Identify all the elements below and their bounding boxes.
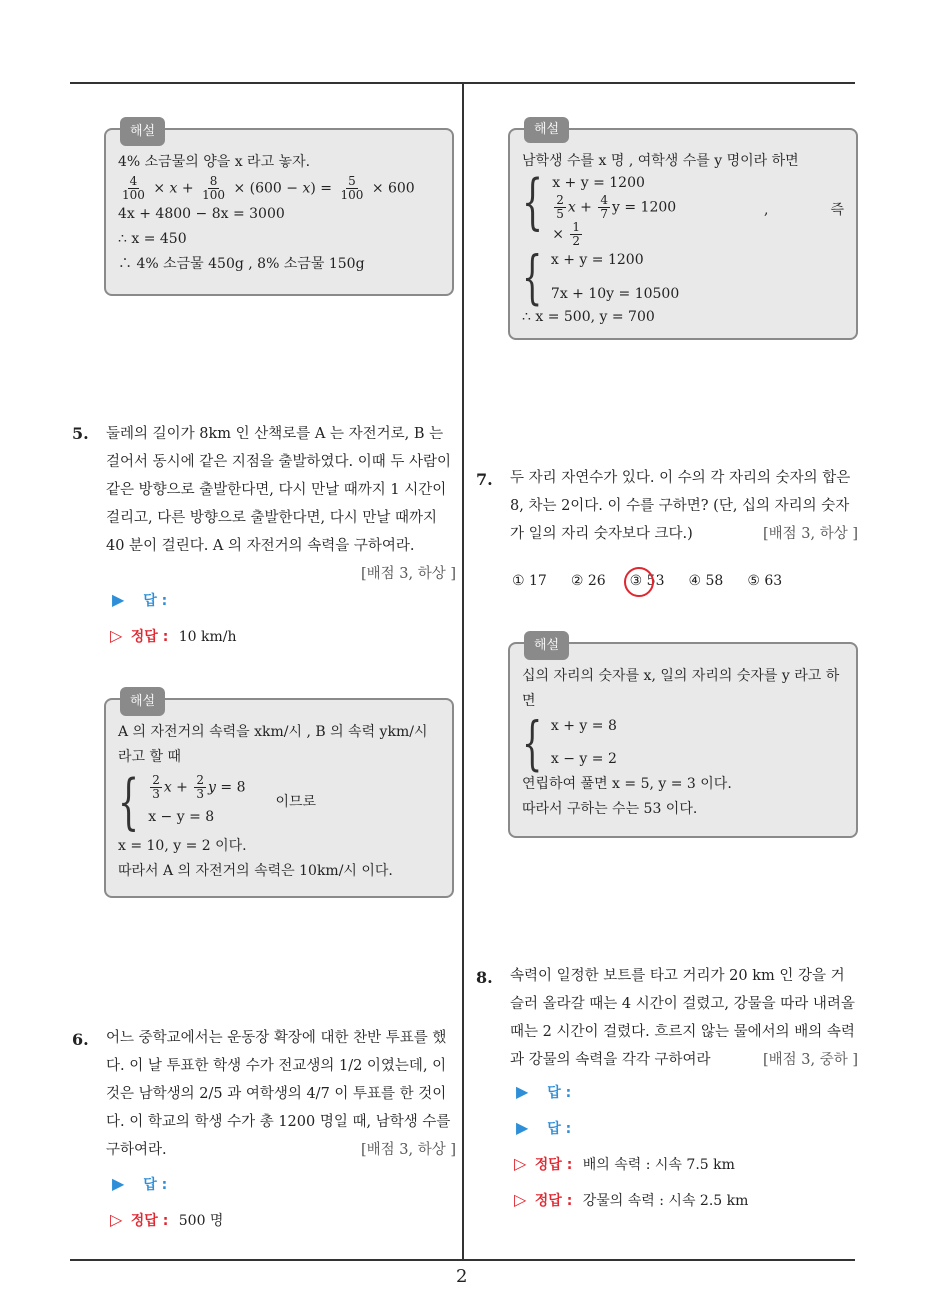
correct-label: 정답 :: [534, 1193, 573, 1209]
question-text: [510, 464, 858, 548]
answer-row: [112, 1174, 167, 1194]
brace-icon: {: [522, 709, 543, 777]
equation: x − y = 8: [148, 809, 215, 825]
equation-lines: [551, 714, 617, 772]
equation: x + y = 1200: [550, 252, 644, 268]
solution-tag: 해설: [524, 117, 569, 143]
triangle-outline-icon: ▷: [514, 1190, 527, 1209]
question-text: [510, 962, 858, 1074]
correct-answer-row: [514, 1154, 735, 1174]
correct-answer: 10 km/h: [178, 629, 237, 645]
equation-system: [522, 243, 844, 311]
question-body: 둘레의 길이가 8km 인 산책로를 A 는 자전거로, B 는 걸어서 동시에 같은 지점을 출발하였다. 이때 두 사람이 같은 방향으로 출발한다면, 다시 만날 때까지 1 시간이 걸리고, 다른 방향으로 출발한다면, 다시 만날 때까지 40 분이 걸린다. A 의 자전거의 속력을 구하여라.: [106, 426, 452, 554]
equation-system: [118, 767, 440, 837]
solution-line: x = 10, y = 2 이다.: [118, 838, 247, 854]
solution-box-q6: [508, 122, 858, 340]
answer-label: 답 :: [143, 1177, 168, 1193]
question-points: [배점 3, 하상 ]: [360, 566, 456, 582]
solution-tag: 해설: [524, 631, 569, 660]
answer-label: 답 :: [143, 593, 168, 609]
solution-line: ∴ x = 500, y = 700: [522, 309, 655, 325]
solution-box-q5: [104, 694, 454, 898]
solution-line: 따라서 구하는 수는 53 이다.: [522, 801, 698, 817]
solution-line: 4% 소금물의 양을 x 라고 놓자.: [118, 154, 311, 170]
question-points: [배점 3, 하상 ]: [360, 1142, 456, 1158]
solution-line: 십의 자리의 숫자를 x, 일의 자리의 숫자를 y 라고 하면: [522, 668, 840, 709]
correct-label: 정답 :: [130, 1213, 169, 1229]
triangle-outline-icon: ▷: [110, 626, 123, 645]
solution-tag: 해설: [120, 687, 165, 716]
choice-option[interactable]: ③ 53: [630, 573, 665, 589]
question-text: [106, 1024, 456, 1164]
answer-row: [112, 590, 167, 610]
choice-option[interactable]: ① 17: [512, 573, 547, 589]
solution-line: 연립하여 풀면 x = 5, y = 3 이다.: [522, 776, 732, 792]
equation-lines: [552, 172, 684, 248]
choice-list: [512, 573, 782, 589]
choice-option[interactable]: ⑤ 63: [747, 573, 783, 589]
correct-answer-row: [110, 1210, 223, 1230]
correct-answer: 강물의 속력 : 시속 2.5 km: [582, 1193, 749, 1209]
equation-lines: [148, 772, 245, 832]
equation: x − y = 2: [550, 751, 617, 767]
triangle-outline-icon: ▷: [110, 1210, 123, 1229]
correct-answer-row: [110, 626, 237, 646]
solution-tag: 해설: [120, 117, 165, 146]
play-arrow-icon: ▶: [516, 1082, 529, 1101]
equation-lines: [551, 248, 679, 306]
solution-line: A 의 자전거의 속력을 xkm/시 , B 의 속력 ykm/시 라고 할 때: [118, 724, 428, 765]
solution-box-q7: [508, 638, 858, 838]
equation: $\frac{2}{3}$ x + $\frac{2}{3}$ y = 8: [152, 773, 246, 801]
correct-answer: 500 명: [178, 1213, 224, 1229]
answer-label: 답 :: [547, 1085, 572, 1101]
answer-row: [516, 1082, 571, 1102]
therefore-word: 즉: [830, 202, 844, 218]
play-arrow-icon: ▶: [516, 1118, 529, 1137]
question-points: [배점 3, 중하 ]: [762, 1052, 858, 1068]
solution-line: 4x + 4800 − 8x = 3000: [118, 206, 285, 222]
solution-line: 따라서 A 의 자전거의 속력은 10km/시 이다.: [118, 863, 393, 879]
fraction: $\frac{5}{100}$: [340, 174, 364, 202]
equation-system: [522, 167, 844, 248]
question-number: 8.: [476, 968, 493, 987]
brace-icon: {: [118, 767, 140, 837]
correct-label: 정답 :: [130, 629, 169, 645]
question-points: [배점 3, 하상 ]: [762, 526, 858, 542]
question-body: 어느 중학교에서는 운동장 확장에 대한 찬반 투표를 했다. 이 날 투표한 학생 수가 전교생의 1/2 이였는데, 이것은 남학생의 2/5 과 여학생의 4/7 이 투표를 한 것이다. 이 학교의 학생 수가 총 1200 명일 때, 남학생 수를 구하여라.: [106, 1030, 451, 1158]
column-divider: [462, 82, 464, 1260]
solution-line: 남학생 수를 x 명 , 여학생 수를 y 명이라 하면: [522, 153, 799, 169]
play-arrow-icon: ▶: [112, 1174, 125, 1193]
brace-icon: {: [522, 243, 543, 311]
page-number: 2: [456, 1266, 468, 1287]
choice-option[interactable]: ④ 58: [688, 573, 724, 589]
answer-row: [516, 1118, 571, 1138]
fraction: $\frac{4}{100}$: [122, 174, 145, 202]
equation-tail: × 600: [371, 180, 415, 197]
equation-tail: y = 1200 ×: [552, 199, 677, 243]
equation: 7x + 10y = 10500: [550, 286, 680, 302]
correct-label: 정답 :: [534, 1157, 573, 1173]
question-number: 7.: [476, 470, 493, 489]
equation: x + y = 8: [550, 718, 617, 734]
triangle-outline-icon: ▷: [514, 1154, 527, 1173]
choice-option[interactable]: ② 26: [570, 573, 606, 589]
equation-note: 이므로: [275, 793, 317, 810]
answer-label: 답 :: [547, 1121, 572, 1137]
equation-system: [522, 709, 844, 777]
question-body: 두 자리 자연수가 있다. 이 수의 각 자리의 숫자의 합은 8, 차는 2이다. 이 수를 구하면? (단, 십의 자리의 숫자가 일의 자리 숫자보다 크다.): [510, 470, 851, 542]
question-number: 5.: [72, 424, 89, 443]
question-text: [106, 420, 456, 588]
equation: $\frac{2}{5}$ x + $\frac{4}{7}$ y = 1200 × $\frac{1}{2}$: [552, 193, 677, 248]
solution-line: ∴ x = 450: [118, 231, 187, 247]
solution-box-q4: [104, 124, 454, 296]
question-body: 속력이 일정한 보트를 타고 거리가 20 km 인 강을 거슬러 올라갈 때는 4 시간이 걸렸고, 강물을 따라 내려올 때는 2 시간이 걸렸다. 흐르지 않는 물에서의 배의 속력과 강물의 속력을 각각 구하여라: [510, 968, 855, 1068]
correct-answer: 배의 속력 : 시속 7.5 km: [582, 1157, 735, 1173]
bottom-rule: [70, 1259, 855, 1261]
equation: x + y = 1200: [552, 175, 645, 191]
selected-circle-mark: [624, 567, 654, 597]
solution-line: ∴ 4% 소금물 450g , 8% 소금물 150g: [118, 256, 365, 272]
question-number: 6.: [72, 1030, 89, 1049]
play-arrow-icon: ▶: [112, 590, 125, 609]
correct-answer-row: [514, 1190, 748, 1210]
fraction: $\frac{8}{100}$: [202, 174, 225, 202]
solution-equation: $\frac{4}{100}$ × x + $\frac{8}{100}$ × (600 − x) = $\frac{5}{100}$ × 600: [122, 174, 415, 202]
separator: ,: [764, 202, 769, 218]
brace-icon: {: [522, 167, 544, 237]
